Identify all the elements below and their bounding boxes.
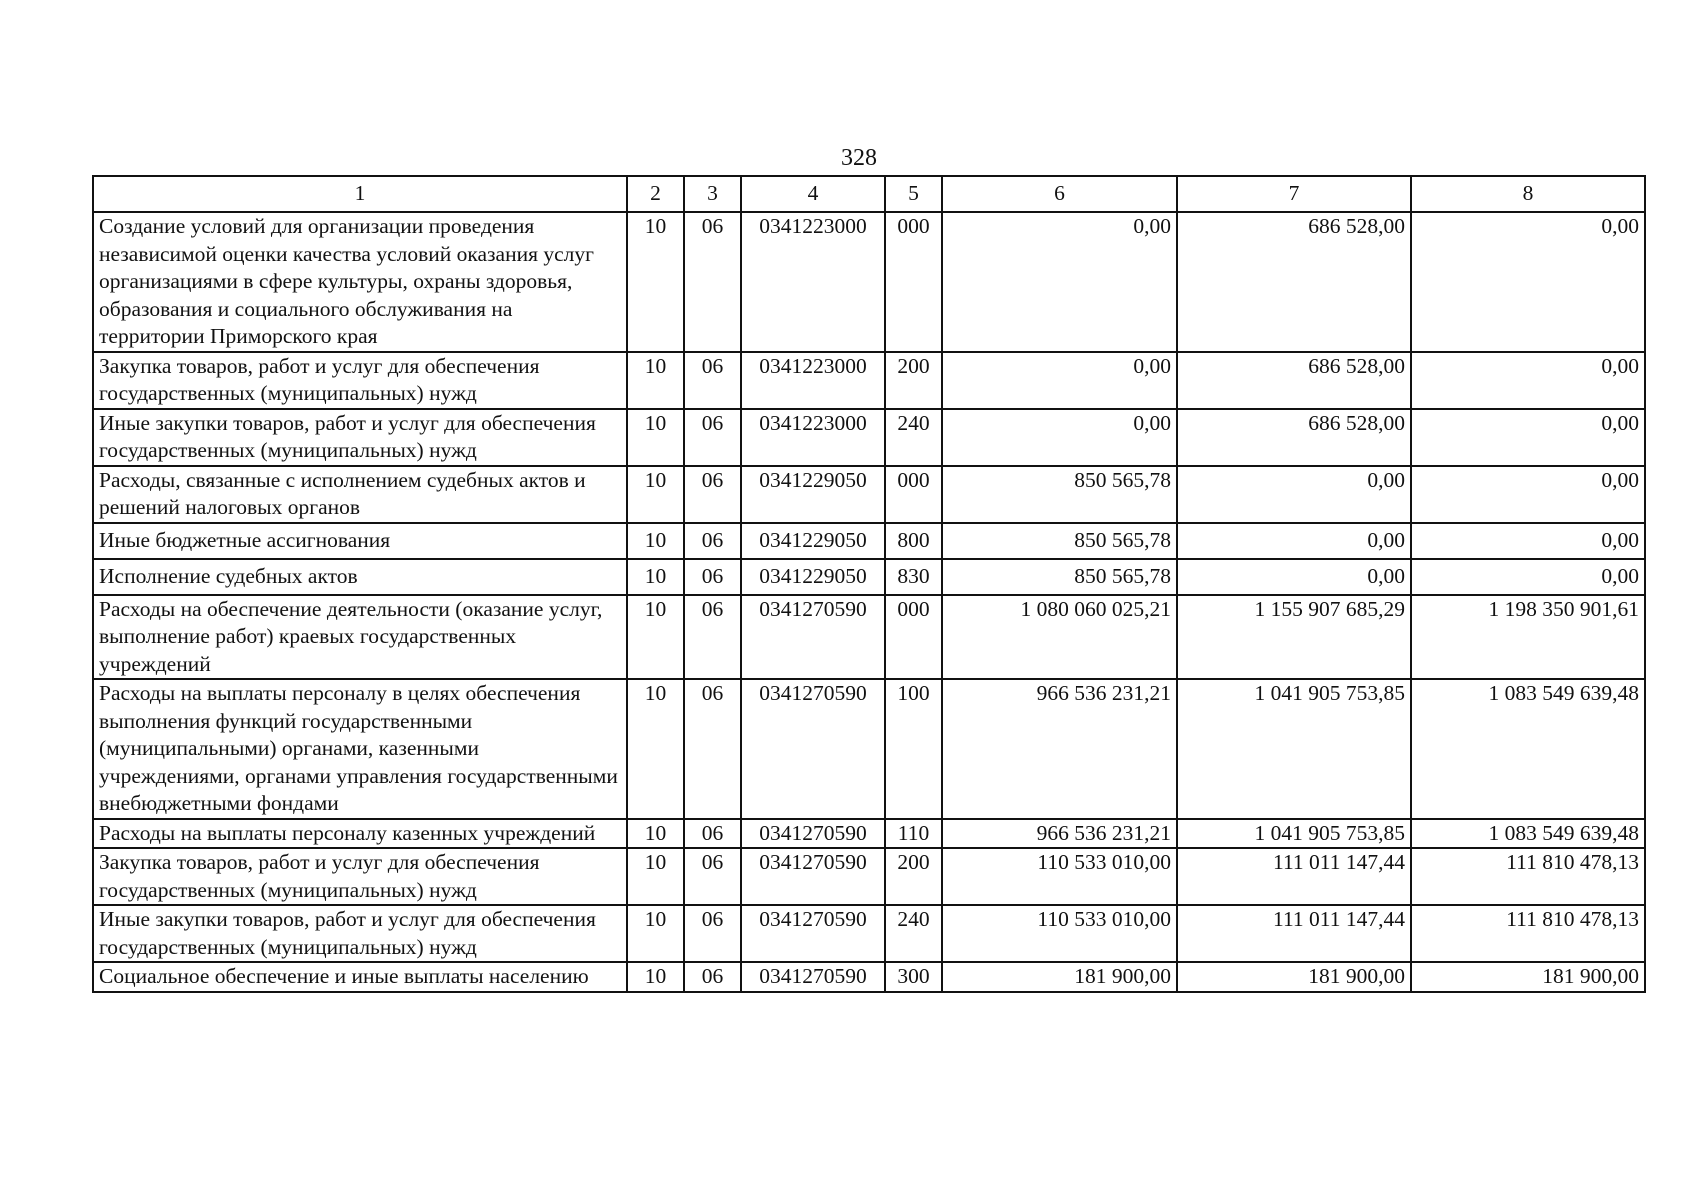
- row-amount-8: 111 810 478,13: [1411, 848, 1645, 905]
- row-subsection: 06: [684, 352, 741, 409]
- row-expense-type: 110: [885, 819, 942, 849]
- row-section: 10: [627, 905, 684, 962]
- row-name: Иные закупки товаров, работ и услуг для обеспечения государственных (муниципальных) нужд: [93, 409, 627, 466]
- table-row: [93, 962, 1645, 992]
- table-row: [93, 523, 1645, 559]
- row-subsection: 06: [684, 466, 741, 523]
- row-name: Создание условий для организации проведения независимой оценки качества условий оказания услуг организациями в сфере культуры, охраны здоровья, образования и социального обслуживания на территории Приморского края: [93, 212, 627, 352]
- column-header-5: 5: [885, 176, 942, 212]
- row-section: 10: [627, 352, 684, 409]
- column-header-2: 2: [627, 176, 684, 212]
- table-row: [93, 679, 1645, 819]
- row-target-code: 0341229050: [741, 559, 885, 595]
- column-header-8: 8: [1411, 176, 1645, 212]
- row-expense-type: 200: [885, 352, 942, 409]
- column-header-7: 7: [1177, 176, 1411, 212]
- column-header-1: 1: [93, 176, 627, 212]
- row-section: 10: [627, 559, 684, 595]
- row-expense-type: 000: [885, 212, 942, 352]
- row-target-code: 0341270590: [741, 819, 885, 849]
- budget-table: [92, 175, 1646, 993]
- column-header-6: 6: [942, 176, 1177, 212]
- table-row: [93, 819, 1645, 849]
- row-subsection: 06: [684, 905, 741, 962]
- row-target-code: 0341270590: [741, 848, 885, 905]
- row-expense-type: 240: [885, 409, 942, 466]
- row-subsection: 06: [684, 212, 741, 352]
- row-amount-8: 1 083 549 639,48: [1411, 819, 1645, 849]
- row-amount-6: 181 900,00: [942, 962, 1177, 992]
- table-row: [93, 212, 1645, 352]
- row-target-code: 0341270590: [741, 905, 885, 962]
- row-amount-8: 0,00: [1411, 559, 1645, 595]
- row-expense-type: 000: [885, 466, 942, 523]
- row-expense-type: 000: [885, 595, 942, 680]
- row-amount-8: 0,00: [1411, 352, 1645, 409]
- column-header-4: 4: [741, 176, 885, 212]
- table-row: [93, 466, 1645, 523]
- row-target-code: 0341223000: [741, 409, 885, 466]
- row-amount-8: 0,00: [1411, 466, 1645, 523]
- row-amount-8: 1 083 549 639,48: [1411, 679, 1645, 819]
- row-section: 10: [627, 409, 684, 466]
- row-amount-6: 850 565,78: [942, 559, 1177, 595]
- row-name: Расходы, связанные с исполнением судебных актов и решений налоговых органов: [93, 466, 627, 523]
- row-name: Социальное обеспечение и иные выплаты населению: [93, 962, 627, 992]
- row-amount-6: 0,00: [942, 352, 1177, 409]
- row-amount-7: 1 041 905 753,85: [1177, 679, 1411, 819]
- row-amount-6: 966 536 231,21: [942, 679, 1177, 819]
- row-expense-type: 830: [885, 559, 942, 595]
- table-row: [93, 848, 1645, 905]
- row-section: 10: [627, 595, 684, 680]
- row-subsection: 06: [684, 679, 741, 819]
- row-target-code: 0341270590: [741, 595, 885, 680]
- row-amount-6: 0,00: [942, 212, 1177, 352]
- row-target-code: 0341223000: [741, 212, 885, 352]
- row-amount-8: 0,00: [1411, 409, 1645, 466]
- row-amount-6: 110 533 010,00: [942, 848, 1177, 905]
- row-amount-8: 181 900,00: [1411, 962, 1645, 992]
- row-name: Закупка товаров, работ и услуг для обеспечения государственных (муниципальных) нужд: [93, 352, 627, 409]
- row-section: 10: [627, 466, 684, 523]
- row-expense-type: 800: [885, 523, 942, 559]
- row-section: 10: [627, 962, 684, 992]
- row-amount-7: 111 011 147,44: [1177, 848, 1411, 905]
- row-amount-8: 0,00: [1411, 212, 1645, 352]
- row-section: 10: [627, 819, 684, 849]
- row-expense-type: 200: [885, 848, 942, 905]
- row-target-code: 0341270590: [741, 679, 885, 819]
- page-number: 328: [841, 145, 877, 171]
- row-amount-7: 1 041 905 753,85: [1177, 819, 1411, 849]
- row-subsection: 06: [684, 819, 741, 849]
- header-row: [93, 176, 1645, 212]
- row-name: Расходы на выплаты персоналу казенных учреждений: [93, 819, 627, 849]
- row-name: Расходы на выплаты персоналу в целях обеспечения выполнения функций государственными (муниципальными) органами, казенными учреждениями, органами управления государственными внебюджетными фондами: [93, 679, 627, 819]
- row-target-code: 0341229050: [741, 466, 885, 523]
- row-target-code: 0341270590: [741, 962, 885, 992]
- row-expense-type: 240: [885, 905, 942, 962]
- row-name: Расходы на обеспечение деятельности (оказание услуг, выполнение работ) краевых государственных учреждений: [93, 595, 627, 680]
- row-amount-7: 111 011 147,44: [1177, 905, 1411, 962]
- row-amount-7: 0,00: [1177, 523, 1411, 559]
- row-amount-7: 0,00: [1177, 559, 1411, 595]
- row-section: 10: [627, 523, 684, 559]
- column-header-3: 3: [684, 176, 741, 212]
- row-amount-7: 686 528,00: [1177, 352, 1411, 409]
- row-amount-8: 1 198 350 901,61: [1411, 595, 1645, 680]
- row-amount-7: 0,00: [1177, 466, 1411, 523]
- row-name: Иные закупки товаров, работ и услуг для обеспечения государственных (муниципальных) нужд: [93, 905, 627, 962]
- table-row: [93, 905, 1645, 962]
- table-row: [93, 409, 1645, 466]
- row-subsection: 06: [684, 962, 741, 992]
- row-section: 10: [627, 848, 684, 905]
- table-row: [93, 352, 1645, 409]
- row-subsection: 06: [684, 559, 741, 595]
- row-section: 10: [627, 212, 684, 352]
- row-amount-6: 850 565,78: [942, 523, 1177, 559]
- row-subsection: 06: [684, 848, 741, 905]
- row-name: Исполнение судебных актов: [93, 559, 627, 595]
- row-amount-7: 686 528,00: [1177, 409, 1411, 466]
- row-target-code: 0341229050: [741, 523, 885, 559]
- row-amount-7: 1 155 907 685,29: [1177, 595, 1411, 680]
- row-name: Иные бюджетные ассигнования: [93, 523, 627, 559]
- row-amount-8: 0,00: [1411, 523, 1645, 559]
- row-amount-6: 110 533 010,00: [942, 905, 1177, 962]
- row-amount-6: 0,00: [942, 409, 1177, 466]
- row-expense-type: 300: [885, 962, 942, 992]
- row-subsection: 06: [684, 523, 741, 559]
- table-row: [93, 595, 1645, 680]
- row-section: 10: [627, 679, 684, 819]
- row-amount-7: 181 900,00: [1177, 962, 1411, 992]
- row-amount-7: 686 528,00: [1177, 212, 1411, 352]
- row-expense-type: 100: [885, 679, 942, 819]
- row-amount-6: 966 536 231,21: [942, 819, 1177, 849]
- row-amount-8: 111 810 478,13: [1411, 905, 1645, 962]
- row-amount-6: 1 080 060 025,21: [942, 595, 1177, 680]
- row-amount-6: 850 565,78: [942, 466, 1177, 523]
- row-subsection: 06: [684, 595, 741, 680]
- table-row: [93, 559, 1645, 595]
- row-name: Закупка товаров, работ и услуг для обеспечения государственных (муниципальных) нужд: [93, 848, 627, 905]
- row-subsection: 06: [684, 409, 741, 466]
- row-target-code: 0341223000: [741, 352, 885, 409]
